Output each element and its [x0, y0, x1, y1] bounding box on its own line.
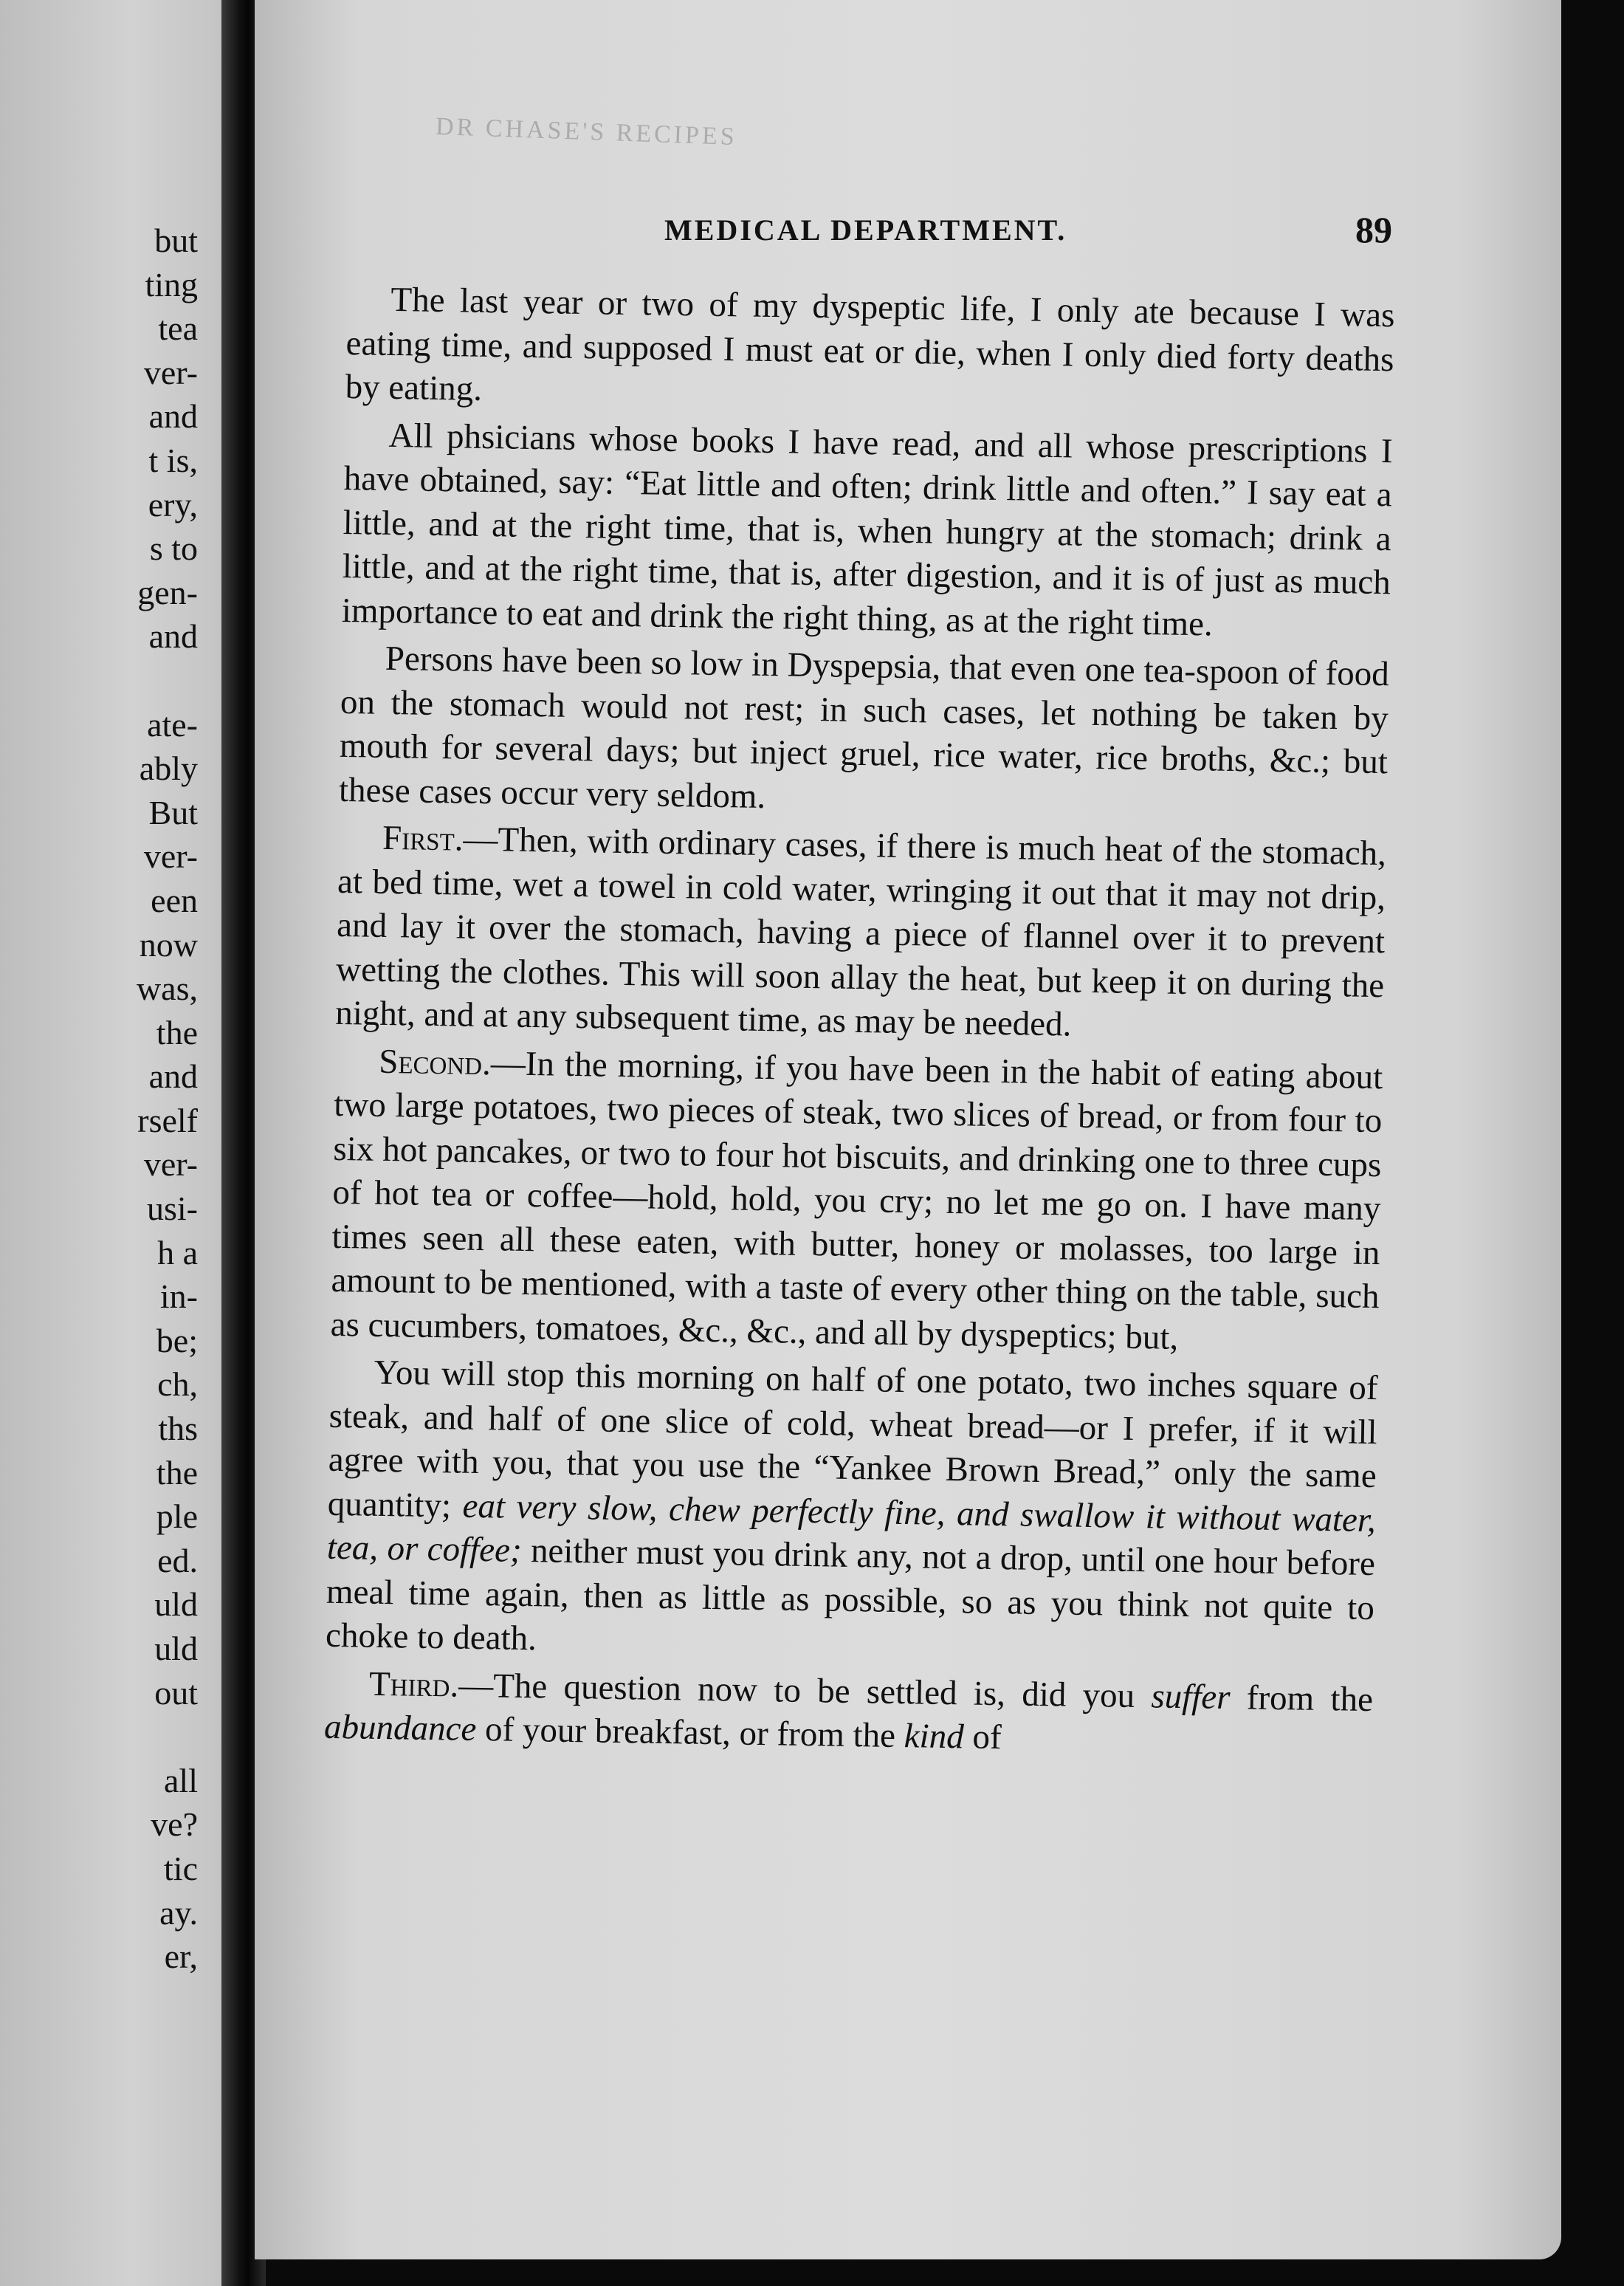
paragraph-text: The last year or two of my dyspeptic life, I only ate because I was eating time, and supposed I must eat or die, when I only died forty deaths by eating. — [345, 280, 1395, 408]
left-line: h a — [157, 1233, 198, 1271]
left-line: ths — [158, 1410, 198, 1448]
left-line: ed. — [157, 1541, 198, 1579]
left-line: usi- — [147, 1190, 198, 1228]
paragraph-text: of your breakfast, or from the — [475, 1710, 905, 1756]
left-line: and — [148, 397, 198, 436]
paragraph — [339, 636, 1390, 828]
left-line: ch, — [157, 1365, 198, 1404]
left-line: ably — [139, 749, 198, 788]
left-line: ver- — [143, 353, 198, 391]
left-line: uld — [154, 1630, 198, 1667]
paragraph — [324, 1661, 1374, 1765]
paragraph — [345, 278, 1395, 426]
left-line — [6, 659, 198, 703]
paragraph-text: —The question now to be settled is, did you — [458, 1666, 1152, 1715]
paragraph — [335, 816, 1386, 1052]
italic-emphasis: abundance — [323, 1707, 477, 1748]
paragraph — [326, 1350, 1378, 1675]
left-line: ting — [145, 265, 198, 303]
left-line: t is, — [148, 441, 198, 479]
left-line: een — [151, 881, 198, 919]
left-line: was, — [136, 969, 198, 1008]
paragraph — [330, 1039, 1383, 1363]
page-body — [324, 278, 1395, 1770]
section-lead: First. — [382, 818, 464, 859]
left-line: and — [148, 617, 198, 656]
section-lead: Third. — [368, 1664, 459, 1705]
running-head: MEDICAL DEPARTMENT. — [664, 213, 1067, 247]
left-page-edge — [0, 0, 221, 2286]
paragraph-text: —Then, with ordinary cases, if there is much heat of the stomach, at bed time, wet a towel in cold water, wringing it out that it may not drip, and lay it over the stomach, having a piece of flannel over it to prevent wetting the clothes. This will soon allay the heat, but keep it on during the night, and at any subsequent time, as may be needed. — [334, 820, 1387, 1044]
left-line: uld — [154, 1585, 198, 1624]
paragraph-text: You will stop this morning on half of one potato, two inches square of steak, and half of one slice of cold, wheat bread—or I prefer, if it will agree with you, that you use the “Yankee Brown Bread,” only the same quantity; — [327, 1353, 1378, 1525]
bleed-through-heading: DR CHASE'S RECIPES — [435, 112, 738, 151]
paragraph-text: All phsicians whose books I have read, and all whose prescriptions I have obtained, say: “Eat little and often; drink little and often.” I say eat a little, and at the right time, that is, when hungry at the stomach; drink a little, and at the right time, that is, after digestion, and it is of just as much importance to eat and drink the right thing, as at the right time. — [341, 416, 1393, 643]
italic-emphasis: eat very slow, chew perfectly fine, and swallow it without water, tea, or coffee; — [326, 1486, 1377, 1570]
paragraph-text: of — [963, 1717, 1002, 1757]
italic-emphasis: suffer — [1151, 1676, 1231, 1717]
left-line: s to — [149, 529, 198, 568]
left-line: gen- — [137, 573, 198, 611]
paragraph-text: —In the morning, if you have been in the habit of eating about two large potatoes, two pieces of steak, two slices of bread, or from four to six hot pancakes, or two to four hot biscuits, and drinking one to three cups of hot tea or coffee—hold, hold, you cry; no let me go on. I have many times seen all these eaten, with butter, honey or molasses, too large in amount to be mentioned, with a taste of every other thing on the table, such as cucumbers, tomatoes, &c., &c., and all by dyspeptics; but, — [330, 1043, 1383, 1357]
left-line: be; — [156, 1321, 198, 1359]
left-line: ery, — [148, 485, 198, 524]
left-line: now — [139, 925, 198, 964]
left-line: in- — [159, 1277, 198, 1316]
left-page-line-fragments — [6, 219, 198, 1979]
left-line: ver- — [143, 1145, 198, 1184]
left-line: tea — [158, 309, 198, 348]
left-line: ple — [156, 1497, 198, 1536]
left-line: rself — [137, 1101, 198, 1139]
left-line — [6, 1714, 198, 1759]
left-line: out — [154, 1673, 198, 1712]
page-number: 89 — [1355, 209, 1392, 250]
paragraph-text: Persons have been so low in Dyspepsia, that even one tea-spoon of food on the stomach would not rest; in such cases, let nothing be taken by mouth for several days; but inject gruel, rice water, rice broths, &c.; but these cases occur very seldom. — [338, 639, 1390, 816]
left-line: the — [156, 1453, 198, 1492]
left-line: all — [164, 1761, 198, 1799]
left-line: er, — [164, 1937, 198, 1976]
left-line: tic — [164, 1849, 198, 1887]
left-line: ver- — [143, 837, 198, 876]
left-line: and — [148, 1057, 198, 1096]
paragraph-text: neither must you drink any, not a drop, until one hour before meal time again, then as little as possible, so as you think not quite to choke to death. — [325, 1531, 1376, 1658]
italic-emphasis: kind — [904, 1717, 965, 1757]
paragraph-text: from the — [1230, 1678, 1374, 1719]
left-line: ate- — [147, 705, 198, 744]
left-line: ve? — [151, 1805, 198, 1844]
section-lead: Second. — [378, 1042, 492, 1082]
left-line: But — [148, 793, 198, 831]
left-line: the — [156, 1013, 198, 1051]
left-line: but — [154, 222, 198, 259]
left-line: ay. — [159, 1893, 198, 1932]
paragraph — [341, 413, 1392, 649]
